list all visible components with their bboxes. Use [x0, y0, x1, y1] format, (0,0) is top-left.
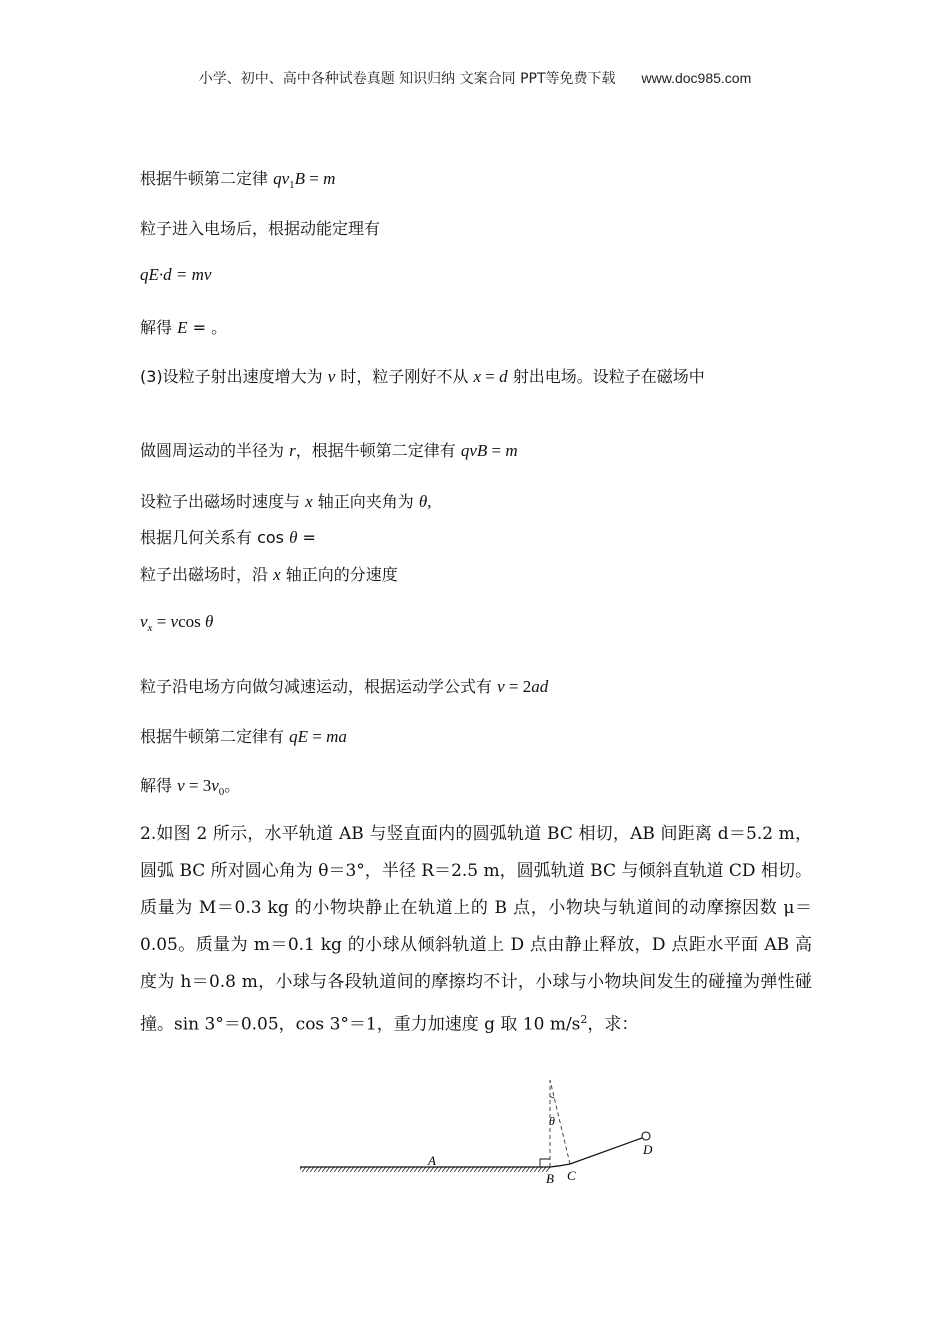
- math-run: qE: [289, 727, 308, 746]
- text-run: 根据牛顿第二定律: [140, 169, 274, 188]
- math-run: m: [323, 169, 336, 188]
- math-run: =: [487, 441, 506, 460]
- text-run: (3)设粒子射出速度增大为: [140, 367, 328, 386]
- label-a: A: [428, 1153, 436, 1168]
- right-angle-marker: [540, 1159, 550, 1167]
- math-run: θ: [205, 612, 214, 631]
- math-run: =: [152, 612, 171, 631]
- text-run: 做圆周运动的半径为: [140, 441, 290, 460]
- text-run: 射出电场。设粒子在磁场中: [507, 367, 705, 386]
- solution-line-11: [140, 674, 548, 697]
- math-run: = 2: [504, 677, 532, 696]
- superscript: 2: [580, 1013, 588, 1026]
- math-run: x: [305, 492, 313, 511]
- solution-line-8: [140, 525, 316, 548]
- solution-line-6: [140, 438, 518, 461]
- text-run: 解得: [140, 776, 178, 795]
- math-run: qvB: [460, 441, 488, 460]
- math-run: cos: [178, 612, 205, 631]
- math-run: ma: [326, 727, 347, 746]
- math-run: ad: [531, 677, 549, 696]
- math-run: v: [170, 612, 179, 631]
- text-run: = 。: [187, 318, 228, 337]
- math-run: v: [327, 367, 336, 386]
- problem-text-end: ，求：: [587, 1014, 639, 1035]
- label-b: B: [546, 1171, 554, 1186]
- math-run: r: [289, 441, 296, 460]
- solution-line-3: [140, 265, 211, 285]
- math-run: θ: [418, 492, 428, 511]
- solution-line-9: [140, 562, 398, 585]
- math-run: B: [294, 169, 306, 188]
- text-run: 轴正向的分速度: [280, 565, 398, 584]
- math-run: m: [505, 441, 518, 460]
- math-run: v: [177, 776, 185, 795]
- math-run: = 3: [184, 776, 212, 795]
- track-diagram: [290, 1072, 670, 1192]
- label-d: D: [643, 1142, 653, 1157]
- label-c: C: [567, 1168, 576, 1183]
- math-run: v: [211, 776, 219, 795]
- problem-2-statement: [140, 816, 812, 1044]
- ball: [642, 1132, 650, 1140]
- text-run: 解得: [140, 318, 178, 337]
- solution-line-1: [140, 166, 335, 191]
- math-run: =: [305, 169, 324, 188]
- solution-line-12: [140, 724, 347, 747]
- math-run: v: [140, 612, 148, 631]
- math-subscript: x: [147, 622, 153, 635]
- math-run: qv: [273, 169, 290, 188]
- math-run: v: [497, 677, 505, 696]
- math-run: E: [177, 318, 188, 337]
- text-run: ，根据牛顿第二定律有: [295, 441, 461, 460]
- solution-line-13: [140, 773, 240, 798]
- math-run: ,: [427, 492, 432, 511]
- text-run: 时，粒子刚好不从: [335, 367, 474, 386]
- text-run: 粒子沿电场方向做匀减速运动，根据运动学公式有: [140, 677, 498, 696]
- solution-line-2: [140, 216, 380, 239]
- text-run: =: [297, 528, 316, 547]
- header-text: 小学、初中、高中各种试卷真题 知识归纳 文案合同 PPT等免费下载: [198, 71, 616, 87]
- math-run: qE·d = mv: [140, 265, 212, 284]
- solution-line-7: [140, 489, 431, 512]
- label-theta: θ: [549, 1114, 555, 1128]
- math-run: x: [473, 367, 482, 386]
- solution-line-5: [140, 364, 705, 387]
- arc-bc: [550, 1164, 570, 1167]
- text-run: 根据几何关系有 cos: [140, 528, 290, 547]
- page-header: [0, 68, 950, 88]
- ground-hatching: [300, 1167, 550, 1172]
- angle-arc: [550, 1096, 554, 1098]
- text-run: 设粒子出磁场时速度与: [140, 492, 306, 511]
- text-run: 根据牛顿第二定律有: [140, 727, 290, 746]
- math-run: d: [499, 367, 508, 386]
- math-subscript: 0: [218, 786, 225, 799]
- solution-line-10: [140, 612, 213, 634]
- math-run: x: [273, 565, 281, 584]
- math-run: θ: [289, 528, 298, 547]
- math-subscript: 1: [289, 179, 295, 192]
- header-url[interactable]: www.doc985.com: [641, 70, 752, 86]
- track-cd: [570, 1138, 642, 1164]
- text-run: 。: [224, 776, 241, 795]
- text-run: 粒子出磁场时，沿: [140, 565, 274, 584]
- math-run: =: [307, 727, 327, 746]
- math-run: =: [481, 367, 500, 386]
- problem-text: 2.如图 2 所示，水平轨道 AB 与竖直面内的圆弧轨道 BC 相切，AB 间距离 d＝5.2 m，圆弧 BC 所对圆心角为 θ＝3°，半径 R＝2.5 m，圆弧轨道 BC 与倾斜直轨道 CD 相切。质量为 M＝0.3 kg 的小物块静止在轨道上的 B 点，小物块与轨道间的动摩擦因数 μ＝0.05。质量为 m＝0.1 kg 的小球从倾斜轨道上 D 点由静止释放，D 点距水平面 AB 高度为 h＝0.8 m，小球与各段轨道间的摩擦均不计，小球与小物块间发生的碰撞为弹性碰撞。sin 3°＝0.05，cos 3°＝1，重力加速度 g 取 10 m/s: [140, 824, 812, 1035]
- text-run: 轴正向夹角为: [312, 492, 419, 511]
- solution-line-4: [140, 315, 227, 338]
- text-run: 粒子进入电场后，根据动能定理有: [140, 219, 381, 238]
